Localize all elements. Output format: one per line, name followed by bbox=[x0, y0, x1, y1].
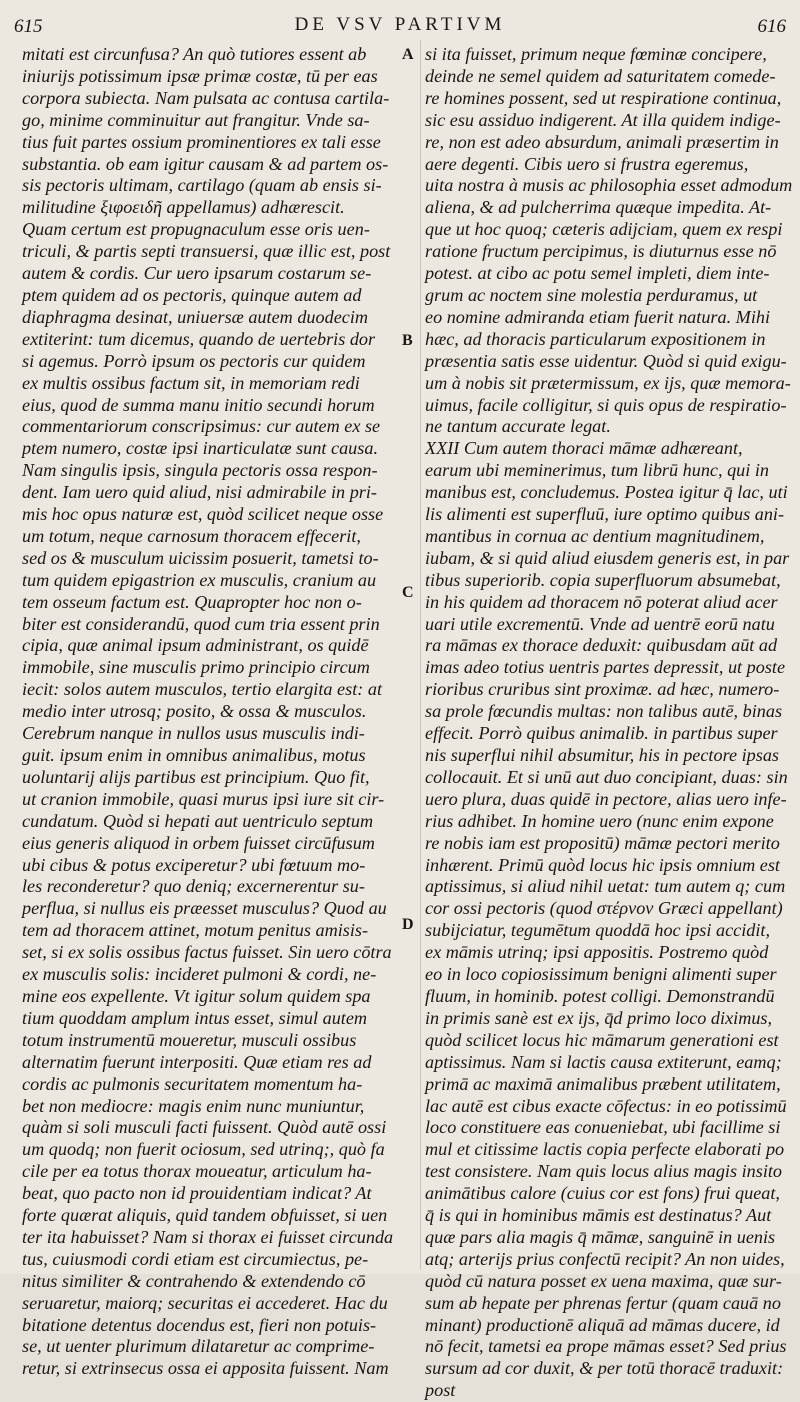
text-line: eo nomine admiranda etiam fuerit natura. Mihi bbox=[425, 306, 771, 327]
text-line: subijciatur, tegumētum quoddā hoc ipsi accidit, bbox=[425, 920, 771, 941]
text-line: Quam certum est propugnaculum esse oris uen- bbox=[22, 219, 370, 240]
text-line: corpora subiecta. Nam pulsata ac contusa cartila- bbox=[22, 87, 390, 108]
text-line: nis superflui nihil absumitur, his in pectore ipsas bbox=[425, 745, 779, 765]
margin-mark-d: D bbox=[402, 916, 414, 933]
page-number-left: 615 bbox=[14, 16, 43, 37]
text-line: re, non est adeo absurdum, animali præsertim in bbox=[425, 131, 779, 152]
text-line: um totum, neque carnosum thoracem effecerit, bbox=[22, 525, 361, 546]
text-line: aliena, & ad pulcherrima quæque impedita. At- bbox=[425, 197, 772, 218]
margin-mark-a: A bbox=[402, 46, 414, 63]
text-line: tem osseum factum est. Quapropter hoc non o- bbox=[22, 591, 362, 612]
column-divider bbox=[420, 40, 421, 1270]
text-line: quòd scilicet locus hic māmarum generationi est bbox=[425, 1029, 779, 1050]
text-line: in his quidem ad thoracem nō poterat aliud acer bbox=[425, 591, 778, 612]
text-line: medio inter utrosq; posito, & ossa & musculos. bbox=[22, 701, 367, 722]
text-line: tium quoddam amplum intus esset, simul autem bbox=[22, 1007, 368, 1028]
text-line: mis hoc opus naturæ est, quòd scilicet neque osse bbox=[22, 504, 384, 525]
text-line: que ut hoc quoq; cæteris adijciam, quem ex respi bbox=[425, 219, 783, 240]
text-line: les reconderetur? quo deniq; excernerentur su- bbox=[22, 876, 365, 897]
text-line: ra māmas ex thorace deduxit: quibusdam aūt ad bbox=[425, 635, 778, 656]
text-line: cor ossi pectoris (quod στέρνον Græci appellant) bbox=[425, 898, 783, 919]
text-line: commentariorum conscripsimus: cur autem ex se bbox=[22, 416, 381, 437]
text-line: militudine ξιφοειδῆ appellamus) adhærescit. bbox=[22, 197, 345, 218]
text-line: diaphragma desinat, uniuersæ autem duodecim bbox=[22, 306, 369, 327]
text-line: tius fuit partes ossium prominentiores ex tali esse bbox=[22, 131, 381, 152]
text-line: alternatim fuerunt interpositi. Quæ etiam res ad bbox=[22, 1051, 372, 1072]
text-line: iecit: solos autem musculos, tertio elargita est: at bbox=[22, 679, 383, 700]
text-line: tus, cuiusmodi cordi etiam est circumiectus, pe- bbox=[22, 1248, 369, 1269]
text-line: cile per ea totus thorax moueatur, articulum ha- bbox=[22, 1161, 372, 1182]
text-line: tibus superiorib. copia superfluorum absumebat, bbox=[425, 569, 781, 590]
text-line: re homines possent, sed ut respiratione continua, bbox=[425, 87, 782, 108]
text-line: tem ad thoracem attinet, motum penitus amisis- bbox=[22, 920, 369, 941]
text-line: bet non mediocre: magis enim nunc muniuntur, bbox=[22, 1095, 365, 1116]
text-line: aptissimus. Nam si lactis causa extiterunt, eamq; bbox=[425, 1051, 782, 1072]
margin-mark-c: C bbox=[402, 584, 414, 601]
text-line: bitatione detentus docendus est, fieri non potuis- bbox=[22, 1314, 377, 1335]
text-line: extiterint: tum dicemus, quando de uertebris dor bbox=[22, 328, 376, 349]
text-line: uimus, facile colligitur, si quis opus de respiratio- bbox=[425, 394, 787, 415]
text-line: iniurijs potissimum ipsæ primæ costæ, tū per eas bbox=[22, 65, 378, 86]
text-line: hæc, ad thoracis particularum expositionem in bbox=[425, 328, 766, 349]
text-line: re nobis iam est propositū) māmæ pectori merito bbox=[425, 832, 780, 853]
text-line: rius adhibet. In homine uero (nunc enim expone bbox=[425, 810, 774, 831]
text-line: ex musculis solis: incideret pulmoni & cordi, ne- bbox=[22, 964, 377, 985]
text-line: uita nostra à musis ac philosophia esset admodum bbox=[425, 175, 793, 196]
text-line: primā ac maximā animalibus præbent utilitatem, bbox=[425, 1073, 781, 1094]
text-line: fluum, in hominib. potest colligi. Demonstrandū bbox=[425, 985, 775, 1006]
running-header bbox=[0, 0, 800, 42]
text-line: autem & cordis. Cur uero ipsarum costarum se- bbox=[22, 263, 372, 284]
text-line: ptem quidem ad os pectoris, quinque autem ad bbox=[22, 284, 362, 305]
text-line: præsentia satis esse uidentur. Quòd si quid exigu- bbox=[425, 350, 787, 371]
text-line: sed os & musculum uicissim posuerit, tametsi to- bbox=[22, 547, 379, 568]
text-line: potest. at cibo ac potu semel impleti, diem inte- bbox=[425, 263, 770, 284]
text-line: manibus est, concludemus. Postea igitur q̄ lac, uti bbox=[425, 482, 788, 503]
text-line: uero plura, duas quidē in pectore, alias uero infe- bbox=[425, 788, 787, 809]
text-line: loco constituere eas conueniebat, ubi facillime si bbox=[425, 1117, 781, 1138]
text-line: collocauit. Et si unū aut duo concipiant, duas: sin bbox=[425, 766, 788, 787]
text-line: inhærent. Primū quòd locus hic ipsis omnium est bbox=[425, 854, 780, 875]
text-line: triculi, & partis septi transuersi, quæ illic est, post bbox=[22, 241, 391, 262]
text-line: si ita fuisset, primum neque fœminæ concipere, bbox=[425, 44, 767, 64]
text-line: retur, si extrinsecus ossa ei apposita fuissent. Nam bbox=[22, 1358, 389, 1379]
margin-mark-b: B bbox=[402, 332, 413, 349]
text-line: post bbox=[425, 1380, 456, 1401]
text-line: aere degenti. Cibis uero si frustra egeremus, bbox=[425, 153, 749, 174]
text-line: forte quærat aliquis, quid tandem obfuisset, si uen bbox=[22, 1205, 388, 1226]
text-line: imas adeo totius uentris partes depressit, ut poste bbox=[425, 657, 786, 678]
text-line: ratione fructum percipimus, is diuturnus esse nō bbox=[425, 241, 777, 262]
text-line: ptem numero, costæ ipsi inarticulatæ sunt causa. bbox=[22, 438, 378, 459]
text-line: um quodq; non fuerit ociosum, sed utrinq;, quò fa bbox=[22, 1139, 385, 1160]
right-text-column bbox=[425, 44, 793, 1401]
text-line: ex māmis utrinq; ipsi appositis. Postremo quòd bbox=[425, 942, 769, 963]
text-line: lac autē est cibus exacte cōfectus: in eo potissimū bbox=[425, 1095, 787, 1116]
text-line: dent. Iam uero quid aliud, nisi admirabile in pri- bbox=[22, 482, 377, 503]
text-line: um à nobis sit prætermissum, ex ijs, quæ memora- bbox=[425, 372, 791, 393]
text-line: earum ubi meminerimus, tum librū hunc, qui in bbox=[425, 460, 770, 481]
text-line: perflua, si nullus eis præesset musculus? Quod au bbox=[22, 898, 387, 919]
text-line: grum ac noctem sine molestia perduramus, ut bbox=[425, 284, 758, 305]
text-line: immobile, sine musculis primo principio circum bbox=[22, 657, 370, 678]
text-line: atq; arterijs prius confectū recipit? An non uides, bbox=[425, 1248, 785, 1269]
text-line: ut cranion immobile, quasi murus ipsi iure sit cir- bbox=[22, 788, 385, 809]
text-line: animātibus calore (cuius cor est fons) frui queat, bbox=[425, 1183, 780, 1204]
text-line: q̄ is qui in hominibus māmis est destinatus? Aut bbox=[425, 1205, 772, 1226]
text-line: minant) productionē aliquā ad māmas ducere, id bbox=[425, 1314, 780, 1335]
text-line: seruaretur, maiorq; securitas ei accederet. Hac du bbox=[22, 1292, 388, 1313]
left-text-column bbox=[22, 44, 397, 1379]
text-line: guit. ipsum enim in omnibus animalibus, motus bbox=[22, 745, 366, 765]
text-line: quàm si soli musculi facti fuissent. Quòd autē ossi bbox=[22, 1117, 387, 1138]
text-line: substantia. ob eam igitur causam & ad partem os- bbox=[22, 153, 389, 174]
text-line: deinde ne semel quidem ad saturitatem comede- bbox=[425, 65, 776, 86]
text-line: ter ita habuisset? Nam si thorax ei fuisset circunda bbox=[22, 1226, 394, 1247]
text-line: beat, quo pacto non id prouidentiam indicat? At bbox=[22, 1183, 372, 1204]
text-line: uari utile excrementū. Vnde ad uentrē eorū natu bbox=[425, 613, 775, 634]
text-line: aptissimus, si aliud nihil uetat: tum autem q; cum bbox=[425, 876, 786, 897]
text-line: mantibus in cornua ac dentium magnitudinem, bbox=[425, 525, 765, 546]
text-line: uoluntarij alijs partibus est principium. Quo fit, bbox=[22, 766, 370, 787]
running-title: DE VSV PARTIVM bbox=[294, 14, 506, 35]
text-line: Cerebrum nanque in nullos usus musculis indi- bbox=[22, 723, 365, 744]
text-line: go, minime comminuitur aut frangitur. Vnde sa- bbox=[22, 109, 370, 130]
text-line: tum quidem epigastrion ex musculis, cranium au bbox=[22, 569, 377, 590]
text-line: sa prole fœcundis multas: non talibus autē, binas bbox=[425, 701, 783, 722]
text-line: se, ut uenter plurimum dilataretur ac comprime- bbox=[22, 1336, 375, 1357]
text-line: eius generis aliquod in orbem fuisset circūfusum bbox=[22, 832, 375, 853]
text-line: mine eos expellente. Vt igitur solum quidem spa bbox=[22, 985, 371, 1006]
text-line: sis pectoris ultimam, cartilago (quam ab ensis si- bbox=[22, 175, 382, 196]
text-line: ex multis ossibus factum sit, in memoriam redi bbox=[22, 372, 360, 393]
text-line: biter est considerandū, quod cum tria essent prin bbox=[22, 613, 380, 634]
text-line: sum ab hepate per phrenas fertur (quam cauā no bbox=[425, 1292, 781, 1313]
text-line: sursum ad cor duxit, & per totū thoracē traduxit: bbox=[425, 1358, 784, 1379]
text-line: effecit. Porrò quibus animalib. in partibus super bbox=[425, 723, 778, 744]
text-line: rioribus cruribus sint proximæ. ad hæc, numero- bbox=[425, 679, 780, 700]
text-line: eo in loco copiosissimum benigni alimenti super bbox=[425, 964, 777, 985]
text-line: totum instrumentū moueretur, musculi ossibus bbox=[22, 1029, 357, 1050]
text-line: mul et citissime lactis copia perfecte elaborati po bbox=[425, 1139, 785, 1160]
text-line: ubi cibus & potus exciperetur? ubi fœtuum mo- bbox=[22, 854, 366, 875]
text-line: nitus similiter & contrahendo & extendendo cō bbox=[22, 1270, 366, 1291]
text-line: nō fecit, tametsi ea prope māmas esset? Sed prius bbox=[425, 1336, 787, 1357]
text-line: cundatum. Quòd si hepati aut uentriculo septum bbox=[22, 810, 374, 831]
text-line: set, si ex solis ossibus factus fuisset. Sin uero cōtra bbox=[22, 942, 392, 963]
text-line: si agemus. Porrò ipsum os pectoris cur quidem bbox=[22, 350, 366, 371]
text-line: mitati est circunfusa? An quò tutiores essent ab bbox=[22, 44, 367, 64]
text-line: lis alimenti est superfluū, iure optimo quibus ani- bbox=[425, 504, 785, 525]
text-line: quòd cū natura posset ex uena maxima, quæ sur- bbox=[425, 1270, 782, 1291]
text-line: ne tantum accurate legat. bbox=[425, 416, 611, 437]
text-line: iubam, & si quid aliud eiusdem generis est, in par bbox=[425, 547, 790, 568]
text-line: Nam singulis ipsis, singula pectoris ossa respon- bbox=[22, 460, 378, 481]
text-line: eius, quod de summa manu initio secundi horum bbox=[22, 394, 375, 415]
text-line: cipia, quæ animal ipsum administrant, os quidē bbox=[22, 635, 369, 656]
text-line: test consistere. Nam quis locus alius magis insito bbox=[425, 1161, 783, 1182]
page-number-right: 616 bbox=[757, 16, 786, 37]
text-line: sic esu assiduo indigerent. At illa quidem indige- bbox=[425, 109, 781, 130]
text-line: XXII Cum autem thoraci māmæ adhæreant, bbox=[425, 438, 743, 459]
text-line: in primis sanè est ex ijs, q̄d primo loco diximus, bbox=[425, 1007, 773, 1028]
text-line: quæ pars alia magis q̄ māmæ, sanguinē in uenis bbox=[425, 1226, 776, 1247]
text-line: cordis ac pulmonis securitatem momentum ha- bbox=[22, 1073, 363, 1094]
